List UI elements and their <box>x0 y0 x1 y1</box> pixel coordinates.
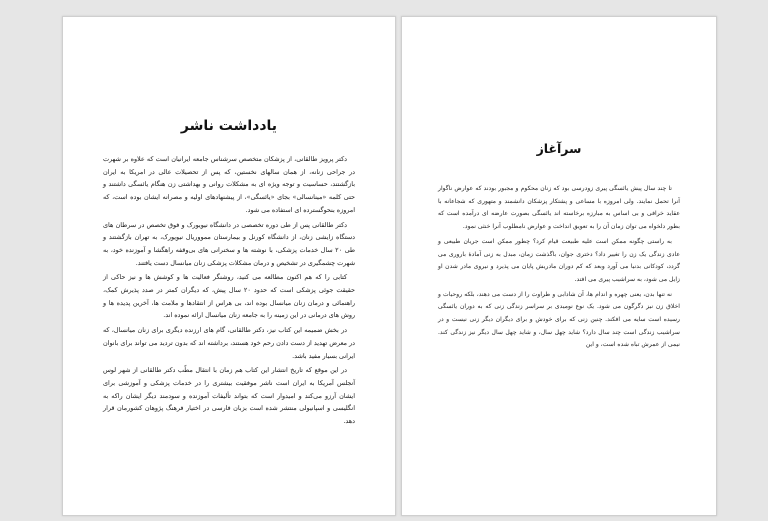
paragraph: نه تنها بدن، یعنی چهره و اندام ها، آن شادابی و طراوت را از دست می دهند، بلکه روحیات و اخلاق زن نیز دگرگون می شود. یک نوع نومیدی بر سراسر زندگی زنی که به دوران یائسگی رسیده است سایه می افکند. چنین زنی که برای خودش و برای دیگران دیگر زنی نیست و در سراشیب زندگی است چند سال دارد؟ شاید چهل سال، و شاید چهل سال دیگر نیز زندگی کند. نیمی از عمرش تباه شده است، و این <box>438 290 680 349</box>
paragraph: کتابی را که هم اکنون مطالعه می کنید، روشنگر فعالیت ها و کوشش ها و نیز حاکی از حقیقت جوئی پزشکی است که حدود ۲۰ سال پیش، که دیگران کمتر در صدد پذیرش کمک، راهنمائی و درمان زنان میانسال بوده اند، بی هراس از انتقادها و ملامت ها، آخرین پدیده ها و روش های درمانی در این زمینه را به جامعه زنان میانسال ارائه نموده اند. <box>103 273 355 320</box>
paragraph: تا چند سال پیش یائسگی پیری زودرسی بود که زنان محکوم و مجبور بودند که عوارض ناگوار آنرا تحمل نمایند. ولی امروزه با مساعی و پشتکار پزشکان دانشمند و متهوری که شجاعانه با عقاید خرافی و بی اساس به مبارزه برخاسته اند یائسگی بصورت عارضه ای درآمده است که بطور دلخواه می توان زمان آن را به تعویق انداخت و عوارض نامطلوب آنرا خنثی نمود. <box>438 185 680 231</box>
book-page-left <box>62 16 396 516</box>
paragraph: دکتر پرویز طالقانی، از پزشکان متخصص سرشناس جامعه ایرانیان است که علاوه بر شهرت در جراحی زنانه، از همان سالهای نخستین، که پس از تحصیلات عالی در امریکا به ایران بازگشتند، حساسیت و توجه ویژه ای به مشکلات روانی و بهداشتی زن هنگام یائسگی داشتند و حتی کلمه «مینانسالی» بجای «یائسگی»، از پیشنهادهای اولیه و مصرانه ایشان بوده است، که امروزه بنحوگسترده ای استفاده می شود. <box>103 155 355 214</box>
preface-body <box>438 183 680 354</box>
paragraph: در بخش ضمیمه این کتاب نیز، دکتر طالقانی، گام های ارزنده دیگری برای زنان میانسال، که در معرض تهدید از دست دادن رحم خود هستند، برداشته اند که بدون تردید می تواند برای بانوان ایرانی بسیار مفید باشد. <box>103 326 355 360</box>
book-page-right <box>401 16 717 516</box>
preface-title: سرآغاز <box>536 141 582 156</box>
publisher-note-body <box>103 153 355 430</box>
paragraph: در این موقع که تاریخ انتشار این کتاب هم زمان با انتقال مطّب دکتر طالقانی از شهر لوس آنجلس آمریکا به ایران است ناشر موفقیت بیشتری را در خدمات پزشکی و آموزشی برای ایشان آرزو می‌کند و امیدوار است که بتواند تألیفات آموزنده و سودمند دیگر ایشان راکه به انگلیسی و اسپانیولی منتشر شده است بزبان فارسی در اختیار فرهنگ پژوهان کشورمان قرار دهد. <box>103 366 355 426</box>
publisher-note-title: یادداشت ناشر <box>180 118 278 134</box>
paragraph: به راستی چگونه ممکن است علیه طبیعت قیام کرد؟ چطور ممکن است جریان طبیعی و عادی زندگی یک زن را تغییر داد؟ دختری جوان، باگذشت زمان، مبدل به زنی آمادهٔ باروری می گردد، کودکانی بدنیا می آورد وبعد که کم دوران مادریش پایان می پذیرد و نیروی مادر شدن او زایل می شود، به سراشیب پیری می افتد. <box>438 237 680 283</box>
paragraph: دکتر طالقانی پس از طی دوره تخصصی در دانشگاه نیویورک و فوق تخصص در سرطان های دستگاه زایشی زنان، از دانشگاه کورنل و بیمارستان ممووریال نیویورک، به تهران بازگشتند و طی ۲۰ سال خدمات پزشکی، با نوشته ها و سخنرانی های بی‌وقفه راهگشا و آموزنده خود، به شهرت چشمگیری در تشخیص و درمان مشکلات پزشکی زنان میانسال دست یافتند. <box>103 220 355 267</box>
